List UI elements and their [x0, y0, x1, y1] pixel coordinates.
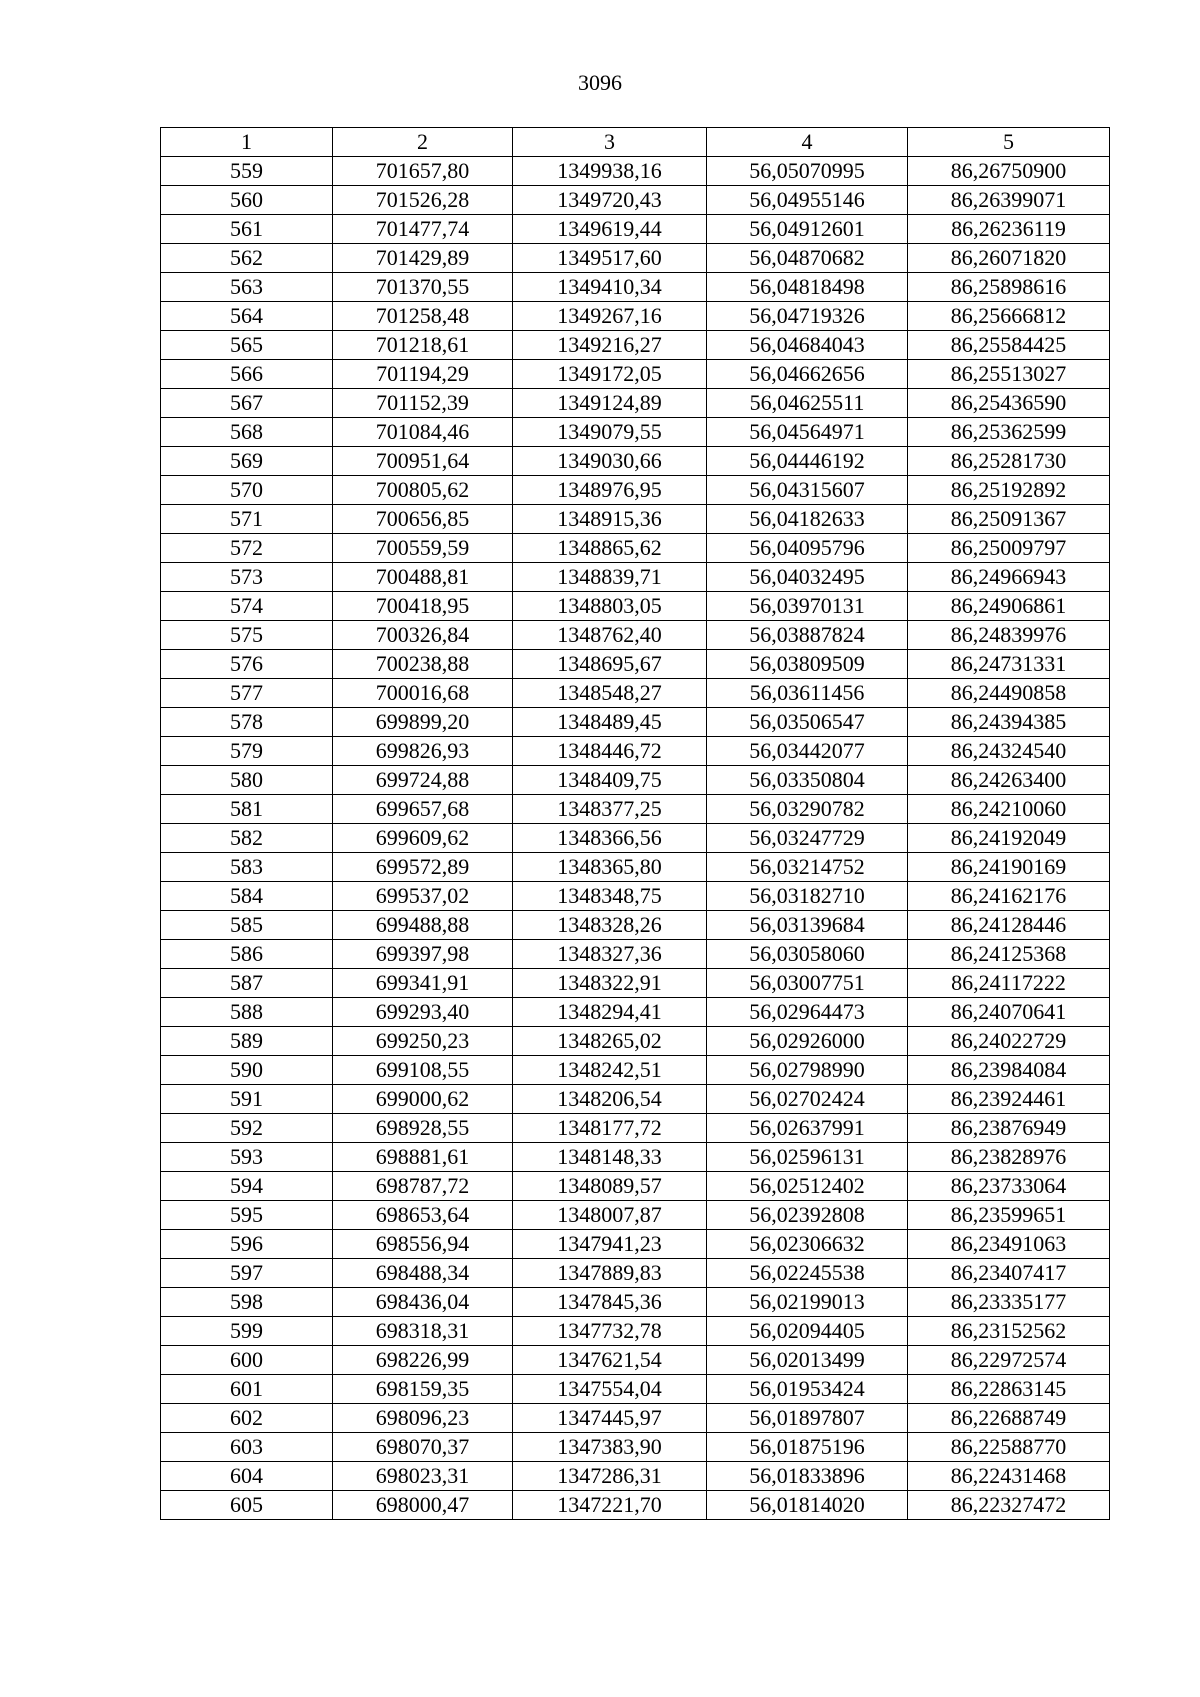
- table-row: [161, 737, 1110, 766]
- table-cell-col-3: 1349517,60: [513, 244, 707, 273]
- table-cell-col-3: 1348839,71: [513, 563, 707, 592]
- table-cell-col-5: 86,23984084: [908, 1056, 1110, 1085]
- table-cell-col-2: 700016,68: [333, 679, 513, 708]
- table-cell-col-5: 86,23733064: [908, 1172, 1110, 1201]
- table-cell-col-3: 1348976,95: [513, 476, 707, 505]
- table-cell-col-1: 570: [161, 476, 333, 505]
- table-cell-col-1: 593: [161, 1143, 333, 1172]
- table-cell-col-2: 699250,23: [333, 1027, 513, 1056]
- table-cell-col-3: 1347221,70: [513, 1491, 707, 1520]
- column-header-5: 5: [908, 128, 1110, 157]
- table-cell-col-1: 602: [161, 1404, 333, 1433]
- table-cell-col-2: 699341,91: [333, 969, 513, 998]
- table-cell-col-5: 86,23407417: [908, 1259, 1110, 1288]
- table-cell-col-1: 580: [161, 766, 333, 795]
- table-cell-col-2: 700656,85: [333, 505, 513, 534]
- table-cell-col-3: 1347286,31: [513, 1462, 707, 1491]
- table-cell-col-1: 559: [161, 157, 333, 186]
- table-cell-col-5: 86,24125368: [908, 940, 1110, 969]
- table-cell-col-1: 597: [161, 1259, 333, 1288]
- table-cell-col-3: 1347621,54: [513, 1346, 707, 1375]
- table-cell-col-2: 698653,64: [333, 1201, 513, 1230]
- table-row: [161, 1491, 1110, 1520]
- table-cell-col-4: 56,03611456: [707, 679, 908, 708]
- table-cell-col-3: 1348695,67: [513, 650, 707, 679]
- table-cell-col-4: 56,02964473: [707, 998, 908, 1027]
- table-cell-col-1: 584: [161, 882, 333, 911]
- table-cell-col-3: 1347941,23: [513, 1230, 707, 1259]
- table-cell-col-1: 595: [161, 1201, 333, 1230]
- table-row: [161, 708, 1110, 737]
- table-cell-col-5: 86,24162176: [908, 882, 1110, 911]
- table-row: [161, 853, 1110, 882]
- table-cell-col-5: 86,24490858: [908, 679, 1110, 708]
- table-cell-col-5: 86,26399071: [908, 186, 1110, 215]
- table-cell-col-2: 699899,20: [333, 708, 513, 737]
- table-cell-col-4: 56,02392808: [707, 1201, 908, 1230]
- table-cell-col-5: 86,25091367: [908, 505, 1110, 534]
- table-cell-col-4: 56,04315607: [707, 476, 908, 505]
- table-cell-col-2: 698226,99: [333, 1346, 513, 1375]
- table-cell-col-5: 86,24839976: [908, 621, 1110, 650]
- table-cell-col-2: 698070,37: [333, 1433, 513, 1462]
- table-cell-col-3: 1348446,72: [513, 737, 707, 766]
- table-row: [161, 447, 1110, 476]
- table-cell-col-1: 564: [161, 302, 333, 331]
- table-cell-col-2: 699000,62: [333, 1085, 513, 1114]
- table-cell-col-1: 587: [161, 969, 333, 998]
- table-row: [161, 679, 1110, 708]
- table-cell-col-5: 86,25009797: [908, 534, 1110, 563]
- table-cell-col-2: 699826,93: [333, 737, 513, 766]
- table-cell-col-1: 569: [161, 447, 333, 476]
- table-cell-col-4: 56,02306632: [707, 1230, 908, 1259]
- table-cell-col-2: 701370,55: [333, 273, 513, 302]
- table-cell-col-2: 700238,88: [333, 650, 513, 679]
- table-cell-col-5: 86,24210060: [908, 795, 1110, 824]
- table-cell-col-3: 1348865,62: [513, 534, 707, 563]
- table-row: [161, 621, 1110, 650]
- table-cell-col-1: 598: [161, 1288, 333, 1317]
- table-cell-col-2: 700488,81: [333, 563, 513, 592]
- table-cell-col-4: 56,03290782: [707, 795, 908, 824]
- table-cell-col-2: 701218,61: [333, 331, 513, 360]
- table-cell-col-5: 86,25513027: [908, 360, 1110, 389]
- table-cell-col-2: 699397,98: [333, 940, 513, 969]
- table-cell-col-5: 86,22431468: [908, 1462, 1110, 1491]
- table-cell-col-3: 1348089,57: [513, 1172, 707, 1201]
- table-cell-col-5: 86,25666812: [908, 302, 1110, 331]
- table-body: [161, 157, 1110, 1520]
- table-cell-col-4: 56,04870682: [707, 244, 908, 273]
- table-cell-col-4: 56,03247729: [707, 824, 908, 853]
- table-cell-col-2: 698318,31: [333, 1317, 513, 1346]
- table-cell-col-4: 56,04818498: [707, 273, 908, 302]
- table-row: [161, 650, 1110, 679]
- table-cell-col-5: 86,24263400: [908, 766, 1110, 795]
- table-cell-col-1: 603: [161, 1433, 333, 1462]
- table-cell-col-2: 701084,46: [333, 418, 513, 447]
- table-cell-col-3: 1348409,75: [513, 766, 707, 795]
- table-cell-col-3: 1348242,51: [513, 1056, 707, 1085]
- table-cell-col-2: 698000,47: [333, 1491, 513, 1520]
- table-cell-col-3: 1348294,41: [513, 998, 707, 1027]
- table-cell-col-5: 86,22972574: [908, 1346, 1110, 1375]
- table-row: [161, 795, 1110, 824]
- table-cell-col-1: 579: [161, 737, 333, 766]
- table-row: [161, 1056, 1110, 1085]
- table-cell-col-3: 1348322,91: [513, 969, 707, 998]
- table-cell-col-4: 56,01814020: [707, 1491, 908, 1520]
- table-cell-col-2: 701152,39: [333, 389, 513, 418]
- table-row: [161, 1143, 1110, 1172]
- table-cell-col-4: 56,01897807: [707, 1404, 908, 1433]
- table-row: [161, 940, 1110, 969]
- table-cell-col-5: 86,24022729: [908, 1027, 1110, 1056]
- table-row: [161, 1346, 1110, 1375]
- table-cell-col-1: 560: [161, 186, 333, 215]
- table-cell-col-4: 56,04912601: [707, 215, 908, 244]
- table-row: [161, 331, 1110, 360]
- table-cell-col-5: 86,24190169: [908, 853, 1110, 882]
- table-cell-col-2: 700326,84: [333, 621, 513, 650]
- table-cell-col-5: 86,23491063: [908, 1230, 1110, 1259]
- table-cell-col-3: 1349172,05: [513, 360, 707, 389]
- table-cell-col-1: 604: [161, 1462, 333, 1491]
- table-cell-col-1: 596: [161, 1230, 333, 1259]
- table-cell-col-5: 86,24394385: [908, 708, 1110, 737]
- table-row: [161, 969, 1110, 998]
- table-row: [161, 273, 1110, 302]
- table-cell-col-1: 586: [161, 940, 333, 969]
- table-cell-col-4: 56,03182710: [707, 882, 908, 911]
- table-cell-col-3: 1348148,33: [513, 1143, 707, 1172]
- table-cell-col-3: 1348803,05: [513, 592, 707, 621]
- table-cell-col-1: 567: [161, 389, 333, 418]
- table-cell-col-5: 86,23924461: [908, 1085, 1110, 1114]
- table-row: [161, 563, 1110, 592]
- table-row: [161, 911, 1110, 940]
- table-row: [161, 215, 1110, 244]
- table-cell-col-4: 56,02702424: [707, 1085, 908, 1114]
- table-row: [161, 1462, 1110, 1491]
- table-cell-col-4: 56,03214752: [707, 853, 908, 882]
- table-cell-col-2: 699488,88: [333, 911, 513, 940]
- table-cell-col-1: 583: [161, 853, 333, 882]
- table-cell-col-2: 698928,55: [333, 1114, 513, 1143]
- table-cell-col-4: 56,03007751: [707, 969, 908, 998]
- table-cell-col-5: 86,24070641: [908, 998, 1110, 1027]
- table-cell-col-5: 86,25584425: [908, 331, 1110, 360]
- table-cell-col-4: 56,05070995: [707, 157, 908, 186]
- table-cell-col-3: 1349938,16: [513, 157, 707, 186]
- column-header-4: 4: [707, 128, 908, 157]
- table-cell-col-2: 700951,64: [333, 447, 513, 476]
- table-cell-col-5: 86,22863145: [908, 1375, 1110, 1404]
- table-cell-col-5: 86,25436590: [908, 389, 1110, 418]
- table-row: [161, 244, 1110, 273]
- table-cell-col-4: 56,01875196: [707, 1433, 908, 1462]
- table-row: [161, 1027, 1110, 1056]
- table-cell-col-1: 600: [161, 1346, 333, 1375]
- table-cell-col-5: 86,26236119: [908, 215, 1110, 244]
- table-cell-col-5: 86,22327472: [908, 1491, 1110, 1520]
- table-cell-col-4: 56,02013499: [707, 1346, 908, 1375]
- table-cell-col-4: 56,03887824: [707, 621, 908, 650]
- table-cell-col-2: 699108,55: [333, 1056, 513, 1085]
- table-cell-col-4: 56,03506547: [707, 708, 908, 737]
- table-cell-col-3: 1348007,87: [513, 1201, 707, 1230]
- table-cell-col-3: 1349079,55: [513, 418, 707, 447]
- coordinates-table: [160, 127, 1110, 1520]
- table-cell-col-3: 1347554,04: [513, 1375, 707, 1404]
- column-header-2: 2: [333, 128, 513, 157]
- table-row: [161, 1288, 1110, 1317]
- table-row: [161, 766, 1110, 795]
- table-row: [161, 1085, 1110, 1114]
- table-row: [161, 998, 1110, 1027]
- table-cell-col-4: 56,04182633: [707, 505, 908, 534]
- table-cell-col-1: 572: [161, 534, 333, 563]
- table-cell-col-1: 588: [161, 998, 333, 1027]
- table-cell-col-3: 1348762,40: [513, 621, 707, 650]
- table-cell-col-3: 1347889,83: [513, 1259, 707, 1288]
- table-cell-col-4: 56,03442077: [707, 737, 908, 766]
- table-cell-col-4: 56,03058060: [707, 940, 908, 969]
- table-cell-col-2: 701477,74: [333, 215, 513, 244]
- table-cell-col-3: 1347383,90: [513, 1433, 707, 1462]
- table-cell-col-2: 701429,89: [333, 244, 513, 273]
- table-cell-col-2: 699657,68: [333, 795, 513, 824]
- table-cell-col-1: 592: [161, 1114, 333, 1143]
- table-cell-col-1: 585: [161, 911, 333, 940]
- table-cell-col-3: 1348348,75: [513, 882, 707, 911]
- table-cell-col-5: 86,26750900: [908, 157, 1110, 186]
- table-cell-col-2: 699293,40: [333, 998, 513, 1027]
- table-cell-col-4: 56,03350804: [707, 766, 908, 795]
- header-row: [161, 128, 1110, 157]
- table-row: [161, 1201, 1110, 1230]
- table-cell-col-5: 86,23335177: [908, 1288, 1110, 1317]
- table-cell-col-1: 561: [161, 215, 333, 244]
- table-cell-col-5: 86,25192892: [908, 476, 1110, 505]
- table-row: [161, 1433, 1110, 1462]
- table-cell-col-4: 56,04625511: [707, 389, 908, 418]
- table-cell-col-5: 86,23828976: [908, 1143, 1110, 1172]
- table-cell-col-4: 56,02926000: [707, 1027, 908, 1056]
- table-cell-col-5: 86,25281730: [908, 447, 1110, 476]
- table-cell-col-4: 56,02596131: [707, 1143, 908, 1172]
- table-cell-col-5: 86,24966943: [908, 563, 1110, 592]
- table-cell-col-3: 1348377,25: [513, 795, 707, 824]
- table-cell-col-1: 574: [161, 592, 333, 621]
- table-cell-col-4: 56,04446192: [707, 447, 908, 476]
- table-row: [161, 1172, 1110, 1201]
- table-cell-col-4: 56,02094405: [707, 1317, 908, 1346]
- table-cell-col-1: 568: [161, 418, 333, 447]
- table-row: [161, 1114, 1110, 1143]
- table-row: [161, 1230, 1110, 1259]
- table-cell-col-5: 86,24192049: [908, 824, 1110, 853]
- table-cell-col-4: 56,04955146: [707, 186, 908, 215]
- table-row: [161, 1404, 1110, 1433]
- table-cell-col-3: 1347445,97: [513, 1404, 707, 1433]
- column-header-3: 3: [513, 128, 707, 157]
- table-cell-col-3: 1349720,43: [513, 186, 707, 215]
- table-cell-col-1: 582: [161, 824, 333, 853]
- table-cell-col-3: 1347732,78: [513, 1317, 707, 1346]
- table-cell-col-2: 701657,80: [333, 157, 513, 186]
- table-cell-col-5: 86,23152562: [908, 1317, 1110, 1346]
- table-cell-col-4: 56,02512402: [707, 1172, 908, 1201]
- table-cell-col-3: 1349030,66: [513, 447, 707, 476]
- table-cell-col-3: 1349124,89: [513, 389, 707, 418]
- table-cell-col-4: 56,01833896: [707, 1462, 908, 1491]
- table-cell-col-5: 86,25898616: [908, 273, 1110, 302]
- table-cell-col-5: 86,23876949: [908, 1114, 1110, 1143]
- table-cell-col-1: 589: [161, 1027, 333, 1056]
- table-cell-col-2: 698159,35: [333, 1375, 513, 1404]
- table-cell-col-2: 698787,72: [333, 1172, 513, 1201]
- table-cell-col-1: 578: [161, 708, 333, 737]
- table-cell-col-3: 1348365,80: [513, 853, 707, 882]
- table-cell-col-5: 86,24128446: [908, 911, 1110, 940]
- table-row: [161, 302, 1110, 331]
- table-cell-col-2: 699609,62: [333, 824, 513, 853]
- table-cell-col-4: 56,04564971: [707, 418, 908, 447]
- column-header-1: 1: [161, 128, 333, 157]
- table-cell-col-3: 1349410,34: [513, 273, 707, 302]
- table-cell-col-1: 577: [161, 679, 333, 708]
- table-row: [161, 418, 1110, 447]
- table-cell-col-2: 698556,94: [333, 1230, 513, 1259]
- table-cell-col-2: 701526,28: [333, 186, 513, 215]
- table-cell-col-3: 1348328,26: [513, 911, 707, 940]
- table-cell-col-4: 56,02637991: [707, 1114, 908, 1143]
- table-cell-col-2: 699572,89: [333, 853, 513, 882]
- table-cell-col-2: 698023,31: [333, 1462, 513, 1491]
- table-cell-col-5: 86,24731331: [908, 650, 1110, 679]
- table-cell-col-5: 86,22688749: [908, 1404, 1110, 1433]
- table-cell-col-2: 700418,95: [333, 592, 513, 621]
- table-cell-col-4: 56,03809509: [707, 650, 908, 679]
- table-cell-col-1: 563: [161, 273, 333, 302]
- table-cell-col-2: 698436,04: [333, 1288, 513, 1317]
- table-cell-col-5: 86,22588770: [908, 1433, 1110, 1462]
- table-cell-col-1: 565: [161, 331, 333, 360]
- table-cell-col-3: 1348366,56: [513, 824, 707, 853]
- table-cell-col-1: 573: [161, 563, 333, 592]
- table-cell-col-4: 56,03139684: [707, 911, 908, 940]
- table-row: [161, 882, 1110, 911]
- page-number: 3096: [578, 70, 622, 95]
- table-cell-col-2: 698881,61: [333, 1143, 513, 1172]
- table-cell-col-4: 56,04095796: [707, 534, 908, 563]
- table-row: [161, 505, 1110, 534]
- table-cell-col-2: 699537,02: [333, 882, 513, 911]
- table-cell-col-1: 576: [161, 650, 333, 679]
- table-cell-col-1: 566: [161, 360, 333, 389]
- table-row: [161, 186, 1110, 215]
- table-cell-col-1: 591: [161, 1085, 333, 1114]
- table-cell-col-3: 1348327,36: [513, 940, 707, 969]
- table-cell-col-4: 56,04684043: [707, 331, 908, 360]
- table-row: [161, 157, 1110, 186]
- table-cell-col-3: 1348489,45: [513, 708, 707, 737]
- table-cell-col-3: 1348177,72: [513, 1114, 707, 1143]
- table-cell-col-2: 701258,48: [333, 302, 513, 331]
- table-cell-col-1: 581: [161, 795, 333, 824]
- table-cell-col-5: 86,26071820: [908, 244, 1110, 273]
- table-cell-col-3: 1349267,16: [513, 302, 707, 331]
- table-cell-col-3: 1348206,54: [513, 1085, 707, 1114]
- table-cell-col-4: 56,02199013: [707, 1288, 908, 1317]
- table-cell-col-4: 56,01953424: [707, 1375, 908, 1404]
- table-cell-col-3: 1349216,27: [513, 331, 707, 360]
- table-cell-col-2: 700805,62: [333, 476, 513, 505]
- table-cell-col-4: 56,04032495: [707, 563, 908, 592]
- table-cell-col-5: 86,24324540: [908, 737, 1110, 766]
- table-cell-col-4: 56,04662656: [707, 360, 908, 389]
- table-cell-col-1: 599: [161, 1317, 333, 1346]
- table-cell-col-3: 1349619,44: [513, 215, 707, 244]
- table-cell-col-1: 594: [161, 1172, 333, 1201]
- table-cell-col-4: 56,04719326: [707, 302, 908, 331]
- table-cell-col-3: 1348548,27: [513, 679, 707, 708]
- table-cell-col-2: 699724,88: [333, 766, 513, 795]
- table-row: [161, 476, 1110, 505]
- table-cell-col-5: 86,24906861: [908, 592, 1110, 621]
- table-row: [161, 824, 1110, 853]
- table-row: [161, 1317, 1110, 1346]
- table-cell-col-5: 86,23599651: [908, 1201, 1110, 1230]
- table-cell-col-5: 86,25362599: [908, 418, 1110, 447]
- table-cell-col-1: 590: [161, 1056, 333, 1085]
- table-cell-col-4: 56,02798990: [707, 1056, 908, 1085]
- table-cell-col-5: 86,24117222: [908, 969, 1110, 998]
- table-row: [161, 534, 1110, 563]
- table-row: [161, 1259, 1110, 1288]
- table-cell-col-3: 1347845,36: [513, 1288, 707, 1317]
- table-row: [161, 360, 1110, 389]
- table-cell-col-4: 56,03970131: [707, 592, 908, 621]
- table-header: [161, 128, 1110, 157]
- table-cell-col-2: 700559,59: [333, 534, 513, 563]
- table-cell-col-1: 605: [161, 1491, 333, 1520]
- table-cell-col-4: 56,02245538: [707, 1259, 908, 1288]
- table-row: [161, 389, 1110, 418]
- table-cell-col-1: 575: [161, 621, 333, 650]
- table-cell-col-2: 701194,29: [333, 360, 513, 389]
- table-cell-col-1: 601: [161, 1375, 333, 1404]
- table-cell-col-1: 571: [161, 505, 333, 534]
- table-row: [161, 1375, 1110, 1404]
- table-cell-col-2: 698096,23: [333, 1404, 513, 1433]
- table-row: [161, 592, 1110, 621]
- table-cell-col-1: 562: [161, 244, 333, 273]
- table-cell-col-3: 1348265,02: [513, 1027, 707, 1056]
- table-cell-col-3: 1348915,36: [513, 505, 707, 534]
- table-cell-col-2: 698488,34: [333, 1259, 513, 1288]
